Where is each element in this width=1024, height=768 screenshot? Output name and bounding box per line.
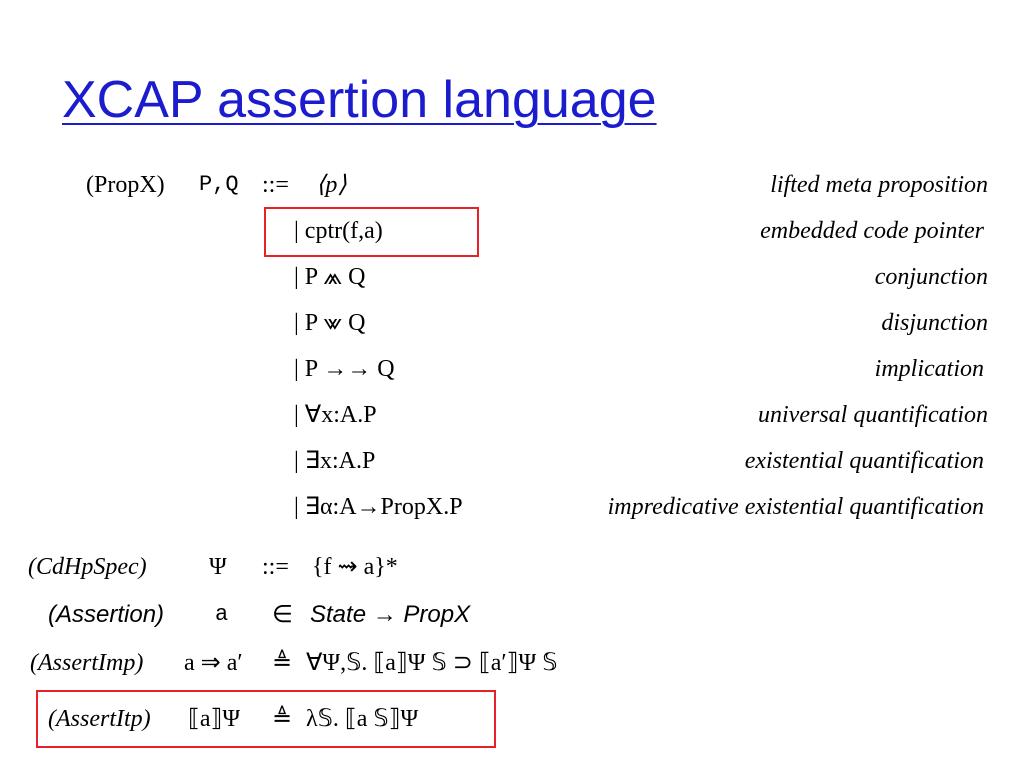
propx-form-6: | ∃x:A.P: [294, 448, 376, 474]
assertion-rhs: State → PropX: [310, 601, 471, 628]
propx-form-2: | P ⩕ Q: [294, 264, 366, 290]
propx-desc-0: lifted meta proposition: [770, 172, 988, 198]
slide-title: XCAP assertion language: [62, 71, 657, 129]
cdhpspec-metavar: Ψ: [209, 554, 227, 580]
propx-desc-3: disjunction: [881, 310, 988, 336]
propx-desc-1: embedded code pointer: [760, 218, 984, 244]
assertitp-lhs: ⟦a⟧Ψ: [188, 706, 241, 732]
propx-form-1: | cptr(f,a): [294, 218, 383, 244]
propx-form-4: | P →→ Q: [294, 356, 395, 382]
propx-desc-5: universal quantification: [758, 402, 988, 428]
propx-desc-7: impredicative existential quantification: [607, 494, 984, 520]
assertimp-defsym: ≜: [272, 650, 293, 676]
assertion-metavar: a: [215, 602, 229, 627]
propx-form-5: | ∀x:A.P: [294, 402, 377, 428]
assertitp-defsym: ≜: [272, 706, 293, 732]
assertitp-rhs: λ𝕊. ⟦a 𝕊⟧Ψ: [306, 706, 419, 732]
assertion-rel: ∈: [272, 602, 293, 628]
propx-category-label: (PropX): [86, 172, 165, 198]
assertimp-rhs: ∀Ψ,𝕊. ⟦a⟧Ψ 𝕊 ⊃ ⟦a′⟧Ψ 𝕊: [306, 650, 558, 676]
assertitp-highlight-box: [36, 690, 496, 748]
assertimp-lhs: a ⇒ a′: [184, 650, 243, 676]
cdhpspec-rhs: {f ⇝ a}*: [312, 554, 398, 580]
propx-form-3: | P ⩖ Q: [294, 310, 366, 336]
assertion-category: (Assertion): [48, 601, 165, 628]
propx-desc-2: conjunction: [874, 264, 988, 290]
propx-metavars: P,Q: [199, 172, 239, 197]
propx-form-7: | ∃α:A→PropX.P: [294, 494, 463, 520]
propx-desc-4: implication: [874, 356, 984, 382]
propx-defsym: ::=: [262, 172, 289, 198]
propx-desc-6: existential quantification: [744, 448, 984, 474]
cptr-highlight-box: [264, 207, 479, 257]
assertitp-category: (AssertItp): [48, 706, 151, 732]
propx-form-0: ⟨p⟩: [316, 172, 347, 198]
assertimp-category: (AssertImp): [30, 650, 144, 676]
cdhpspec-defsym: ::=: [262, 554, 289, 580]
cdhpspec-category: (CdHpSpec): [28, 554, 147, 580]
propx-category: [86, 170, 165, 200]
